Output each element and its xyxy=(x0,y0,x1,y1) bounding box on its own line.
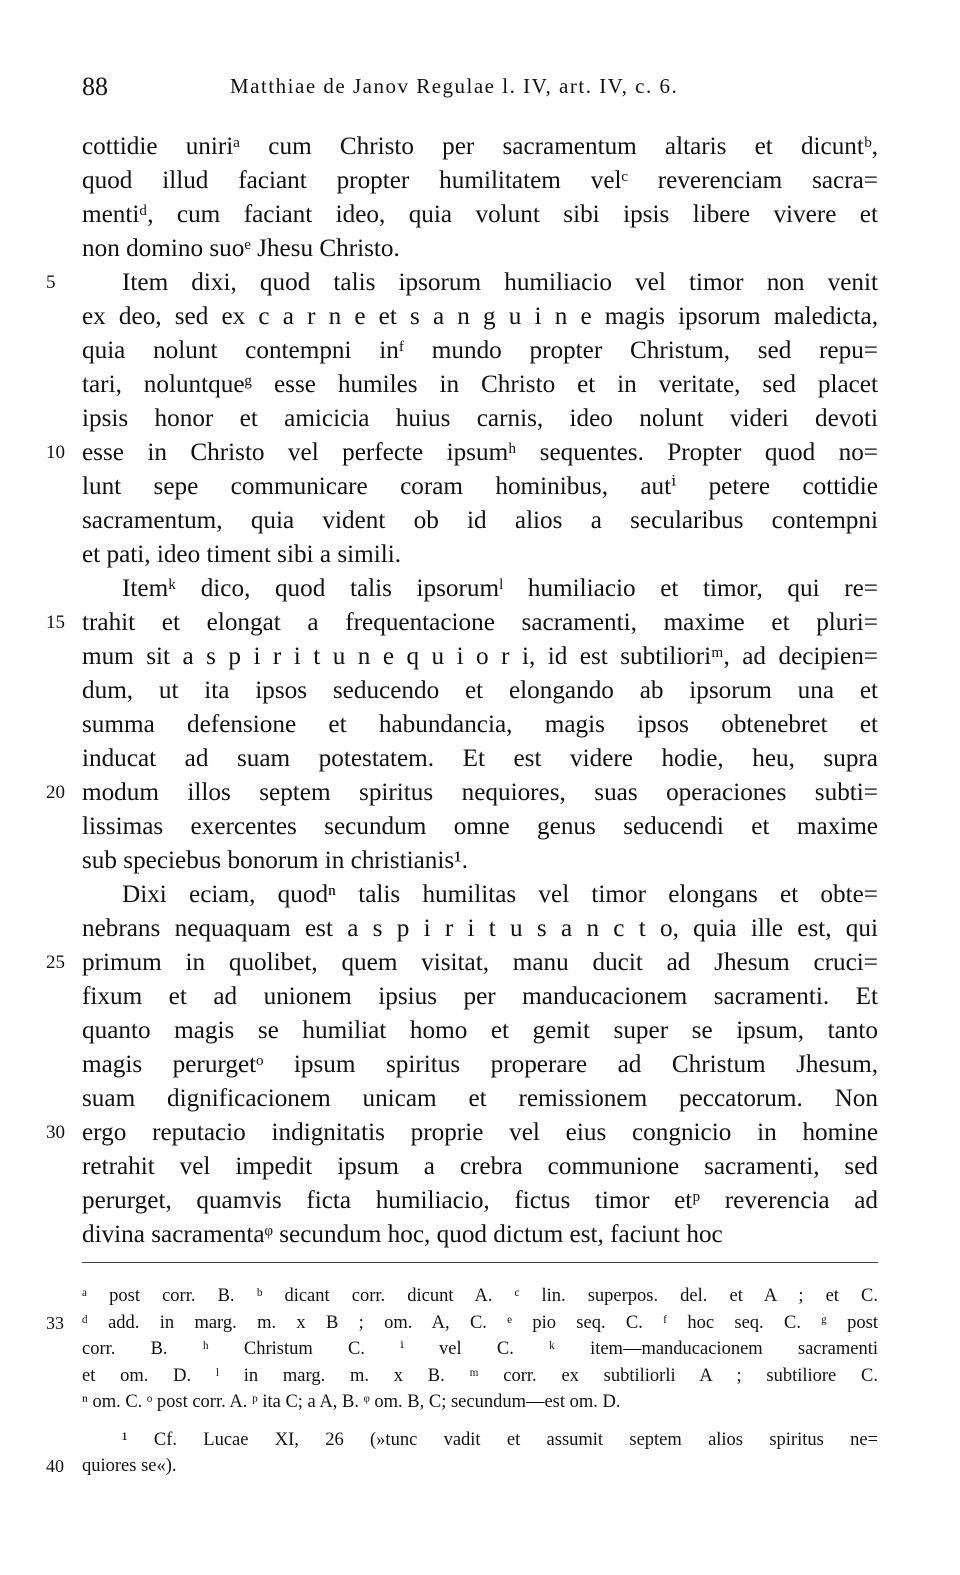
text-line xyxy=(82,470,878,504)
line-text: Itemᵏ dico, quod talis ipsorumˡ humiliacio et timor, qui re= xyxy=(122,575,878,602)
line-text: quiores se«). xyxy=(82,1456,177,1476)
line-text: perurget, quamvis ficta humiliacio, fictus timor etᵖ reverencia ad xyxy=(82,1187,878,1214)
footnote-divider xyxy=(82,1262,878,1263)
reference-note-line xyxy=(82,1427,878,1454)
text-line xyxy=(82,980,878,1014)
text-line xyxy=(82,708,878,742)
page-number: 88 xyxy=(82,72,108,101)
line-number: 15 xyxy=(46,612,65,633)
line-text: sub speciebus bonorum in christianis¹. xyxy=(82,847,469,874)
line-text: quod illud faciant propter humilitatem velᶜ reverenciam sacra= xyxy=(82,167,878,194)
line-text: retrahit vel impedit ipsum a crebra communione sacramenti, sed xyxy=(82,1153,878,1180)
line-text: non domino suoᵉ Jhesu Christo. xyxy=(82,235,400,262)
main-text xyxy=(46,130,878,1252)
text-line xyxy=(82,1014,878,1048)
text-line xyxy=(82,878,878,912)
text-line xyxy=(82,334,878,368)
text-line xyxy=(82,1082,878,1116)
reference-note-line xyxy=(46,1453,878,1480)
line-text: mum sit a s p i r i t u n e q u i o r i, id est subtilioriᵐ, ad decipien= xyxy=(82,643,878,670)
text-line xyxy=(82,164,878,198)
text-line xyxy=(82,742,878,776)
reference-notes xyxy=(46,1427,878,1480)
text-line xyxy=(82,912,878,946)
line-text: Dixi eciam, quodⁿ talis humilitas vel timor elongans et obte= xyxy=(122,881,878,908)
line-text: dum, ut ita ipsos seducendo et elongando ab ipsorum una et xyxy=(82,677,878,704)
line-text: ᵃ post corr. B. ᵇ dicant corr. dicunt A. ᶜ lin. superpos. del. et A ; et C. xyxy=(82,1286,878,1306)
line-text: ᵈ add. in marg. m. x B ; om. A, C. ᵉ pio seq. C. ᶠ hoc seq. C. ᵍ post xyxy=(82,1312,878,1333)
footnote-line xyxy=(82,1363,878,1390)
line-text: et pati, ideo timent sibi a simili. xyxy=(82,541,402,568)
page-header xyxy=(82,72,882,102)
line-number: 25 xyxy=(46,952,65,973)
text-line xyxy=(82,504,878,538)
text-line xyxy=(82,300,878,334)
text-line xyxy=(46,1116,878,1150)
line-text: magis perurgetᵒ ipsum spiritus properare ad Christum Jhesum, xyxy=(82,1051,878,1078)
text-line xyxy=(82,674,878,708)
line-text: esse in Christo vel perfecte ipsumʰ sequentes. Propter quod no= xyxy=(82,439,878,466)
text-line xyxy=(82,1150,878,1184)
text-line xyxy=(82,232,878,266)
line-text: ergo reputacio indignitatis proprie vel eius congnicio in homine xyxy=(82,1119,878,1146)
line-text: divina sacramentaᵠ secundum hoc, quod dictum est, faciunt hoc xyxy=(82,1221,723,1248)
line-text: cottidie uniriᵃ cum Christo per sacramentum altaris et dicuntᵇ, xyxy=(82,133,878,160)
text-line xyxy=(82,1184,878,1218)
text-line xyxy=(82,368,878,402)
critical-apparatus xyxy=(46,1283,878,1416)
text-line xyxy=(82,810,878,844)
line-text: lissimas exercentes secundum omne genus seducendi et maxime xyxy=(82,813,878,840)
text-line xyxy=(46,776,878,810)
line-text: Item dixi, quod talis ipsorum humiliacio vel timor non venit xyxy=(122,269,878,296)
footnote-line xyxy=(46,1310,878,1337)
line-text: tari, noluntqueᵍ esse humiles in Christo et in veritate, sed placet xyxy=(82,371,878,398)
text-line xyxy=(82,640,878,674)
line-text: ex deo, sed ex c a r n e et s a n g u i n e magis ipsorum maledicta, xyxy=(82,303,878,330)
footnote-line xyxy=(82,1389,878,1416)
line-number: 30 xyxy=(46,1122,65,1143)
line-text: sacramentum, quia vident ob id alios a secularibus contempni xyxy=(82,507,878,534)
line-text: primum in quolibet, quem visitat, manu ducit ad Jhesum cruci= xyxy=(82,949,878,976)
text-line xyxy=(82,402,878,436)
line-text: ¹ Cf. Lucae XI, 26 (»tunc vadit et assumit septem alios spiritus ne= xyxy=(122,1429,878,1450)
running-head: Matthiae de Janov Regulae l. IV, art. IV, c. 6. xyxy=(230,74,679,98)
line-text: ⁿ om. C. ᵒ post corr. A. ᵖ ita C; a A, B. ᵠ om. B, C; secundum—est om. D. xyxy=(82,1392,621,1412)
line-text: ipsis honor et amicicia huius carnis, ideo nolunt videri devoti xyxy=(82,405,878,432)
line-text: modum illos septem spiritus nequiores, suas operaciones subti= xyxy=(82,779,878,806)
line-number: 20 xyxy=(46,782,65,803)
line-text: lunt sepe communicare coram hominibus, autⁱ petere cottidie xyxy=(82,473,878,500)
line-text: inducat ad suam potestatem. Et est videre hodie, heu, supra xyxy=(82,745,878,772)
line-text: trahit et elongat a frequentacione sacramenti, maxime et pluri= xyxy=(82,609,878,636)
line-number: 10 xyxy=(46,442,65,463)
line-text: nebrans nequaquam est a s p i r i t u s a n c t o, quia ille est, qui xyxy=(82,915,878,942)
line-number: 40 xyxy=(46,1456,64,1476)
text-line xyxy=(82,198,878,232)
line-text: fixum et ad unionem ipsius per manducacionem sacramenti. Et xyxy=(82,983,878,1010)
text-line xyxy=(82,130,878,164)
text-line xyxy=(46,606,878,640)
footnotes xyxy=(46,1283,878,1480)
text-line xyxy=(46,436,878,470)
text-line xyxy=(46,946,878,980)
line-text: summa defensione et habundancia, magis ipsos obtenebret et xyxy=(82,711,878,738)
line-text: corr. B. ʰ Christum C. ⁱ vel C. ᵏ item—manducacionem sacramenti xyxy=(82,1339,878,1359)
footnote-line xyxy=(82,1336,878,1363)
line-number: 33 xyxy=(46,1312,64,1333)
line-text: suam dignificacionem unicam et remissionem peccatorum. Non xyxy=(82,1085,878,1112)
line-number: 5 xyxy=(46,272,56,293)
text-line xyxy=(82,572,878,606)
line-text: et om. D. ˡ in marg. m. x B. ᵐ corr. ex subtiliorli A ; subtiliore C. xyxy=(82,1365,878,1386)
text-line xyxy=(82,844,878,878)
text-line xyxy=(82,1218,878,1252)
line-text: mentiᵈ, cum faciant ideo, quia volunt sibi ipsis libere vivere et xyxy=(82,201,878,228)
text-line xyxy=(82,1048,878,1082)
text-line xyxy=(82,538,878,572)
text-line xyxy=(46,266,878,300)
line-text: quanto magis se humiliat homo et gemit super se ipsum, tanto xyxy=(82,1017,878,1044)
footnote-line xyxy=(82,1283,878,1310)
line-text: quia nolunt contempni inᶠ mundo propter Christum, sed repu= xyxy=(82,337,878,364)
